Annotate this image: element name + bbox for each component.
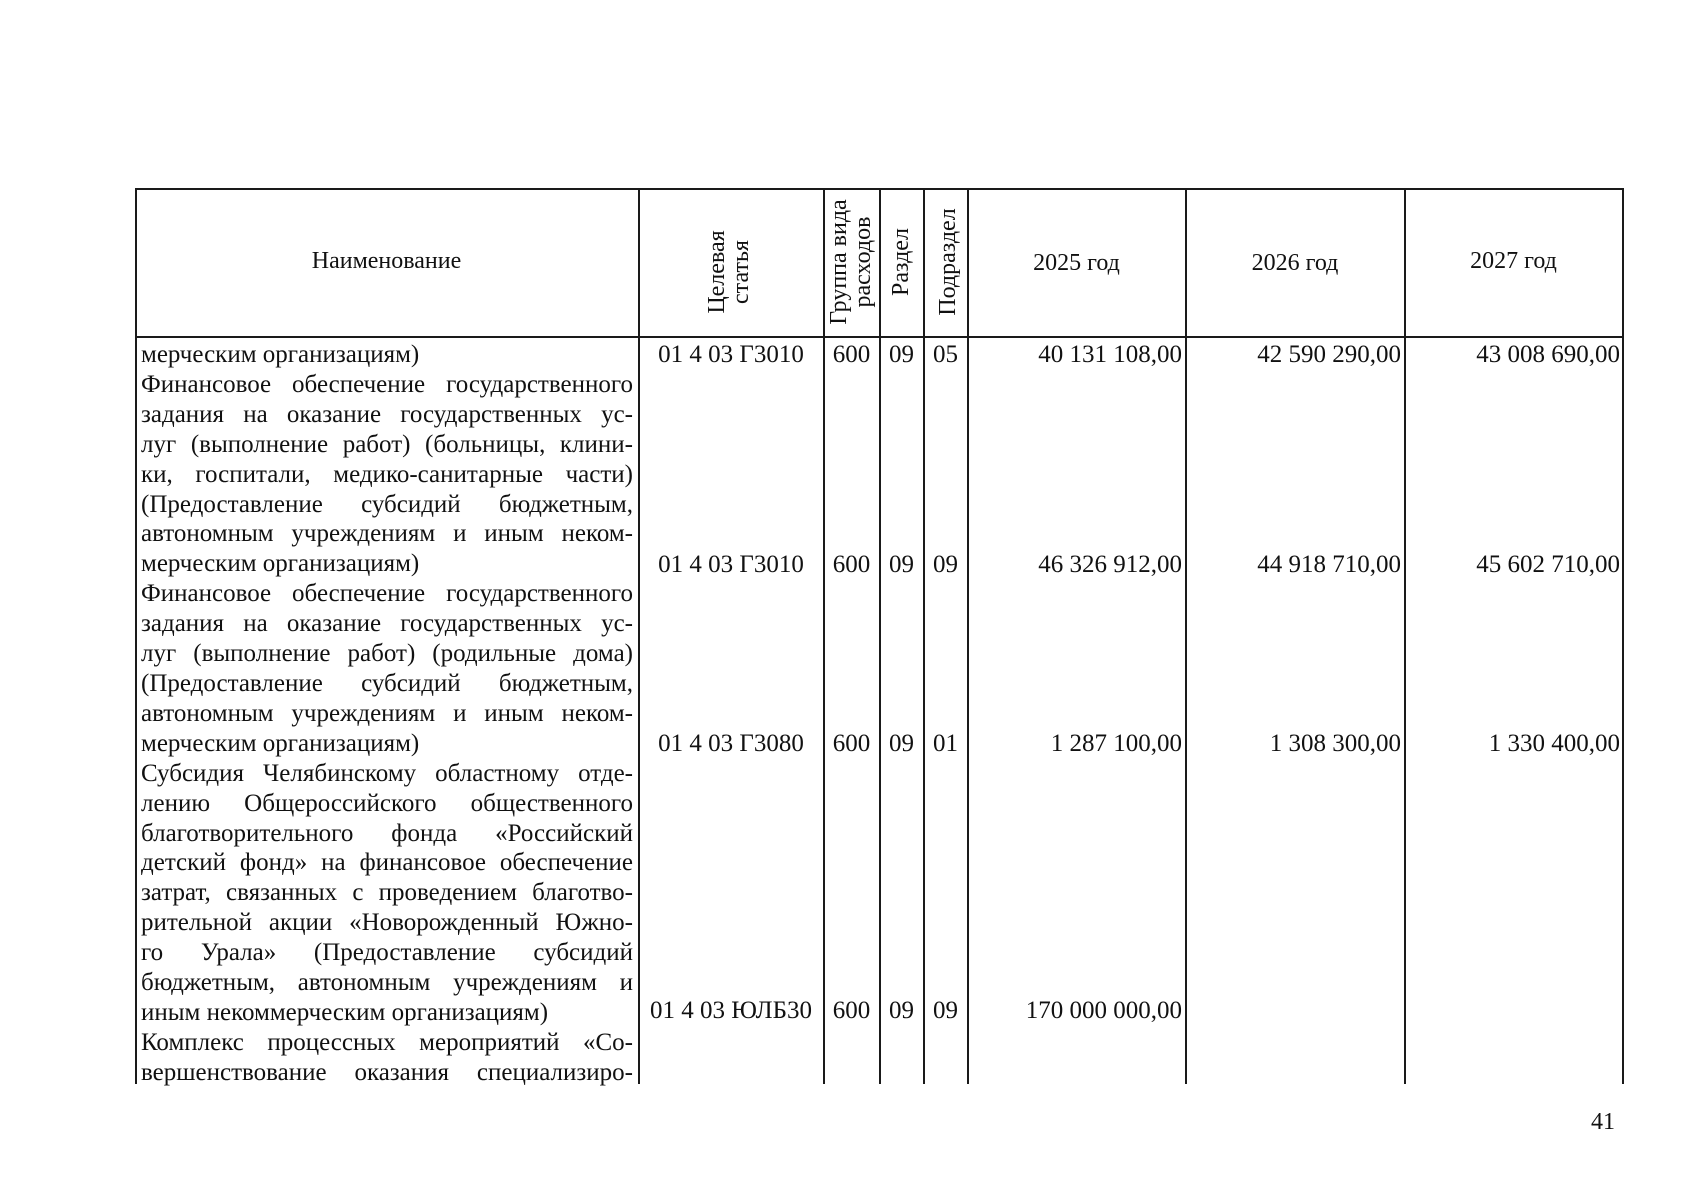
name-line: луг (выполнение работ) (больницы, клини- [141, 430, 633, 458]
header-target-article [705, 202, 753, 342]
row-0-section: 09 [889, 341, 914, 368]
name-line: затрат, связанных с проведением благотво- [141, 879, 633, 907]
row-2-2027: 1 330 400,00 [1488, 730, 1620, 757]
header-expense-group-line1: Группа вида [826, 199, 852, 325]
name-line: задания на оказание государственных ус- [141, 610, 633, 638]
row-0-subsection: 05 [933, 341, 958, 368]
row-1-2027: 45 602 710,00 [1476, 551, 1620, 578]
header-2026: 2026 год [1251, 250, 1339, 276]
row-0-2027: 43 008 690,00 [1476, 341, 1620, 368]
name-line: (Предоставление субсидий бюджетным, [141, 490, 633, 518]
header-expense-group-line2: расходов [850, 216, 876, 308]
name-line: ки, госпитали, медико-санитарные части) [141, 460, 633, 488]
row-3-section: 09 [889, 997, 914, 1024]
header-section: Раздел [888, 228, 914, 296]
name-line: Субсидия Челябинскому областному отде- [141, 759, 633, 787]
row-2-2025: 1 287 100,00 [1050, 730, 1182, 757]
name-line: луг (выполнение работ) (родильные дома) [141, 640, 633, 668]
name-line: лению Общероссийского общественного [141, 789, 633, 817]
header-subsection: Подраздел [935, 208, 961, 316]
name-line: рительной акции «Новорожденный Южно- [141, 909, 633, 937]
row-1-2026: 44 918 710,00 [1257, 551, 1401, 578]
row-0-2026: 42 590 290,00 [1257, 341, 1401, 368]
col-sep-2025 [1185, 188, 1187, 1084]
table-right-border [1622, 188, 1624, 1084]
budget-table [135, 188, 1624, 1084]
row-0-2025: 40 131 108,00 [1038, 341, 1182, 368]
table-left-border [135, 188, 137, 1084]
row-2-article: 01 4 03 Г3080 [658, 730, 804, 757]
row-2-section: 09 [889, 730, 914, 757]
name-line: иным некоммерческим организациям) [141, 998, 549, 1026]
name-line: мерческим организациям) [141, 341, 420, 368]
name-line: детский фонд» на финансовое обеспечение [141, 849, 633, 877]
col-sep-article [823, 188, 825, 1084]
name-line: мерческим организациям) [141, 550, 420, 578]
row-3-subsection: 09 [933, 997, 958, 1024]
row-1-article: 01 4 03 Г3010 [658, 551, 804, 578]
name-line: вершенствование оказания специализиро- [141, 1058, 633, 1086]
row-2-group: 600 [832, 730, 871, 757]
col-sep-name [638, 188, 640, 1084]
row-3-article: 01 4 03 ЮЛБ30 [649, 997, 812, 1024]
header-target-article-line2: статья [728, 240, 754, 304]
row-2-2026: 1 308 300,00 [1269, 730, 1401, 757]
name-line: Комплекс процессных мероприятий «Со- [141, 1028, 633, 1056]
row-1-group: 600 [832, 551, 871, 578]
row-1-section: 09 [889, 551, 914, 578]
name-line: го Урала» (Предоставление субсидий [141, 939, 633, 967]
name-line: мерческим организациям) [141, 729, 420, 757]
col-sep-section [923, 188, 925, 1084]
name-line: Финансовое обеспечение государственного [141, 580, 633, 608]
header-target-article-line1: Целевая [704, 230, 730, 314]
row-2-subsection: 01 [933, 730, 958, 757]
row-1-subsection: 09 [933, 551, 958, 578]
name-line: Финансовое обеспечение государственного [141, 370, 633, 398]
row-3-group: 600 [832, 997, 871, 1024]
header-name: Наименование [311, 248, 462, 274]
col-sep-2026 [1404, 188, 1406, 1084]
name-line: благотворительного фонда «Российский [141, 819, 633, 847]
name-line: задания на оказание государственных ус- [141, 400, 633, 428]
header-expense-group [827, 194, 875, 330]
row-1-2025: 46 326 912,00 [1038, 551, 1182, 578]
header-2025: 2025 год [1033, 250, 1120, 276]
header-2027: 2027 год [1470, 248, 1557, 274]
name-column [141, 340, 633, 1088]
row-3-2025: 170 000 000,00 [1025, 997, 1182, 1024]
page-number: 41 [1591, 1109, 1615, 1135]
col-sep-subsection [967, 188, 969, 1084]
name-line: (Предоставление субсидий бюджетным, [141, 669, 633, 697]
row-0-group: 600 [832, 341, 871, 368]
name-line: автономным учреждениям и иным неком- [141, 520, 633, 548]
name-line: автономным учреждениям и иным неком- [141, 699, 633, 727]
col-sep-group [879, 188, 881, 1084]
row-0-article: 01 4 03 Г3010 [658, 341, 804, 368]
name-line: бюджетным, автономным учреждениям и [141, 969, 633, 997]
